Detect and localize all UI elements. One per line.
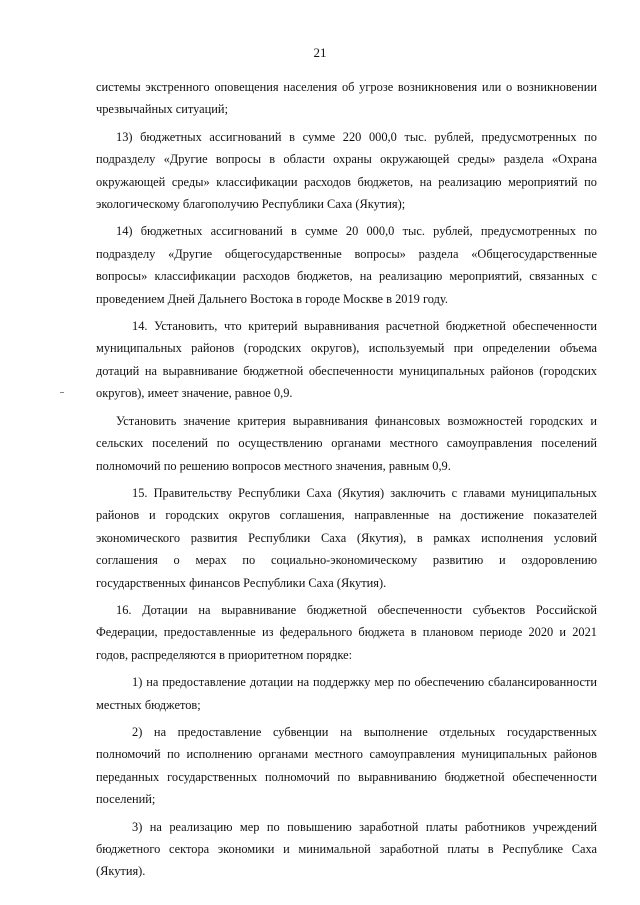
paragraph-continuation: системы экстренного оповещения населения об угрозе возникновения или о возникновении чрезвычайных ситуаций; — [96, 80, 597, 117]
paragraph-item-14-allocation: 14) бюджетных ассигнований в сумме 20 000,0 тыс. рублей, предусмотренных по подразделу «Другие общегосударственные вопросы» раздела «Общегосударственные вопросы» классификации расходов бюджетов, на реализацию мероприятий, связанных с проведением Дней Дальнего Востока в городе Москве в 2019 году. — [96, 224, 597, 306]
paragraph-priority-2: 2) на предоставление субвенции на выполнение отдельных государственных полномочий по исполнению органами местного самоуправления муниципальных районов переданных государственных полномочий по выравниванию бюджетной обеспеченности поселений; — [96, 724, 597, 807]
paragraph-priority-3: 3) на реализацию мер по повышению заработной платы работников учреждений бюджетного сектора экономики и минимальной заработной платы в Республике Саха (Якутия). — [96, 819, 597, 879]
document-body — [96, 76, 597, 883]
paragraph-item-13: 13) бюджетных ассигнований в сумме 220 000,0 тыс. рублей, предусмотренных по подразделу «Другие вопросы в области охраны окружающей среды» раздела «Охрана окружающей среды» классификации расходов бюджетов, на реализацию мероприятий по экологическому благополучию Республики Саха (Якутия); — [96, 129, 597, 212]
margin-mark — [60, 392, 64, 393]
paragraph-priority-1: 1) на предоставление дотации на поддержку мер по обеспечению сбалансированности местных бюджетов; — [96, 675, 597, 712]
paragraph-section-15: 15. Правительству Республики Саха (Якутия) заключить с главами муниципальных районов и городских округов соглашения, направленные на достижение показателей экономического развития Республики Саха (Якутия), в рамках исполнения условий соглашения о мерах по социально-экономическому развитию и оздоровлению государственных финансов Республики Саха (Якутия). — [96, 485, 597, 590]
paragraph-section-16: 16. Дотации на выравнивание бюджетной обеспеченности субъектов Российской Федерации, предоставленные из федерального бюджета в плановом периоде 2020 и 2021 годов, распределяются в приоритетном порядке: — [96, 602, 597, 662]
paragraph-section-14: 14. Установить, что критерий выравнивания расчетной бюджетной обеспеченности муниципальных районов (городских округов), используемый при определении объема дотаций на выравнивание бюджетной обеспеченности муниципальных районов (городских округов), имеет значение, равное 0,9. — [96, 319, 597, 401]
page-number: 21 — [313, 45, 327, 60]
paragraph-criterion-settlements: Установить значение критерия выравнивания финансовых возможностей городских и сельских поселений по осуществлению органами местного самоуправления поселений полномочий по решению вопросов местного значения, равным 0,9. — [96, 413, 597, 473]
